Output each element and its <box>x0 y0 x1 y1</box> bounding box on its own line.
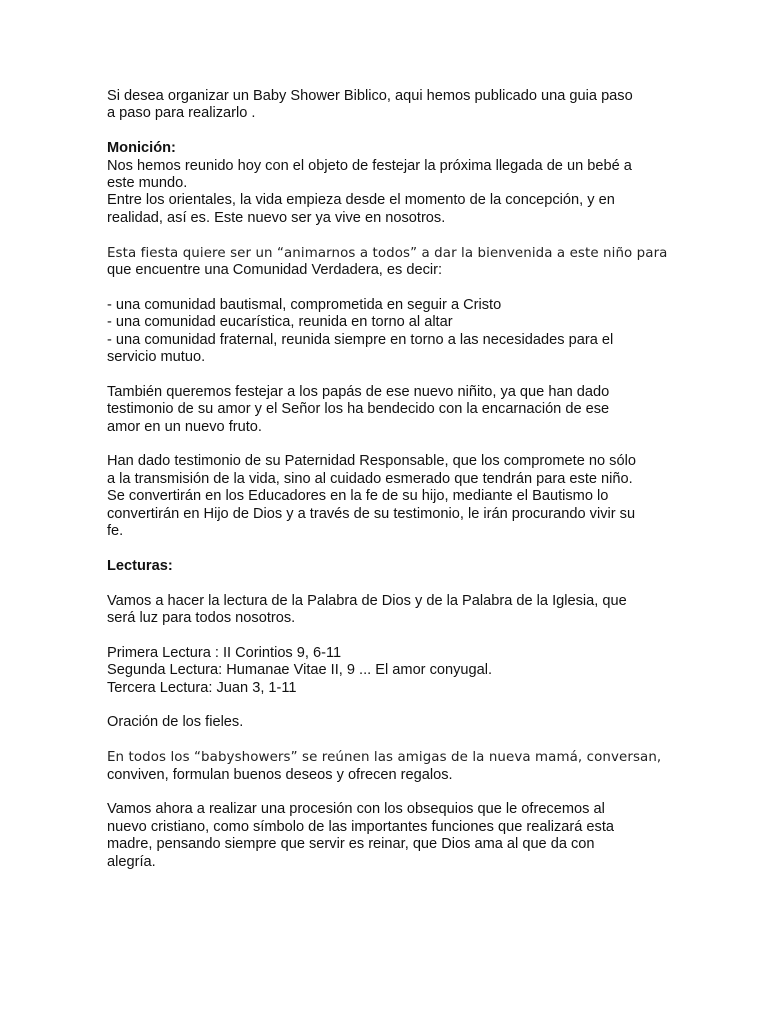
lectura-item: Primera Lectura : II Corintios 9, 6-11 <box>107 644 342 661</box>
comunidades-list <box>107 297 667 367</box>
lectura-item: Tercera Lectura: Juan 3, 1-11 <box>107 679 297 696</box>
oracion-line: Oración de los fieles. <box>107 714 244 731</box>
paternidad-line: a la transmisión de la vida, sino al cuidado esmerado que tendrán para este niño. <box>107 470 633 487</box>
monicion-heading: Monición: <box>107 140 176 157</box>
papas-line: testimonio de su amor y el Señor los ha bendecido con la encarnación de ese <box>107 401 610 418</box>
fiesta-line: que encuentre una Comunidad Verdadera, es decir: <box>107 262 443 279</box>
comunidad-item: - una comunidad bautismal, comprometida en seguir a Cristo <box>107 296 502 313</box>
paternidad-line: Se convertirán en los Educadores en la fe de su hijo, mediante el Bautismo lo <box>107 488 609 505</box>
fiesta-paragraph <box>107 245 667 280</box>
document-page <box>107 88 667 871</box>
paternidad-line: fe. <box>107 523 124 540</box>
lecturas-intro-line: Vamos a hacer la lectura de la Palabra de Dios y de la Palabra de la Iglesia, que <box>107 592 627 609</box>
intro-line: a paso para realizarlo . <box>107 105 256 122</box>
lecturas-list <box>107 645 667 697</box>
intro-line: Si desea organizar un Baby Shower Biblico, aqui hemos publicado una guia paso <box>107 88 633 104</box>
monicion-section <box>107 140 667 227</box>
comunidad-item: - una comunidad eucarística, reunida en torno al altar <box>107 314 453 331</box>
babyshowers-line: En todos los “babyshowers” se reúnen las amigas de la nueva mamá, conversan, <box>107 750 662 766</box>
monicion-line: realidad, así es. Este nuevo ser ya vive en nosotros. <box>107 209 446 226</box>
babyshowers-line: conviven, formulan buenos deseos y ofrecen regalos. <box>107 766 453 783</box>
papas-line: amor en un nuevo fruto. <box>107 418 262 435</box>
lecturas-intro-line: será luz para todos nosotros. <box>107 610 296 627</box>
procesion-line: Vamos ahora a realizar una procesión con los obsequios que le ofrecemos al <box>107 801 605 818</box>
monicion-line: Nos hemos reunido hoy con el objeto de festejar la próxima llegada de un bebé a <box>107 157 632 174</box>
babyshowers-paragraph <box>107 749 667 784</box>
lecturas-heading-paragraph <box>107 558 667 575</box>
procesion-line: alegría. <box>107 853 156 870</box>
comunidad-item: servicio mutuo. <box>107 349 206 366</box>
fiesta-line: Esta fiesta quiere ser un “animarnos a todos” a dar la bienvenida a este niño para <box>107 245 668 261</box>
intro-paragraph <box>107 88 667 123</box>
monicion-line: Entre los orientales, la vida empieza desde el momento de la concepción, y en <box>107 192 615 209</box>
procesion-line: nuevo cristiano, como símbolo de las importantes funciones que realizará esta <box>107 818 614 835</box>
comunidad-item: - una comunidad fraternal, reunida siempre en torno a las necesidades para el <box>107 331 614 348</box>
paternidad-paragraph <box>107 453 667 540</box>
paternidad-line: convertirán en Hijo de Dios y a través de su testimonio, le irán procurando vivir su <box>107 505 636 522</box>
procesion-line: madre, pensando siempre que servir es reinar, que Dios ama al que da con <box>107 836 595 853</box>
papas-line: También queremos festejar a los papás de ese nuevo niñito, ya que han dado <box>107 383 610 400</box>
oracion-paragraph <box>107 714 667 731</box>
paternidad-line: Han dado testimonio de su Paternidad Responsable, que los compromete no sólo <box>107 453 636 470</box>
papas-paragraph <box>107 384 667 436</box>
monicion-line: este mundo. <box>107 175 188 192</box>
lectura-item: Segunda Lectura: Humanae Vitae II, 9 ... El amor conyugal. <box>107 662 493 679</box>
lecturas-intro-paragraph <box>107 593 667 628</box>
procesion-paragraph <box>107 801 667 871</box>
lecturas-heading: Lecturas: <box>107 557 173 574</box>
